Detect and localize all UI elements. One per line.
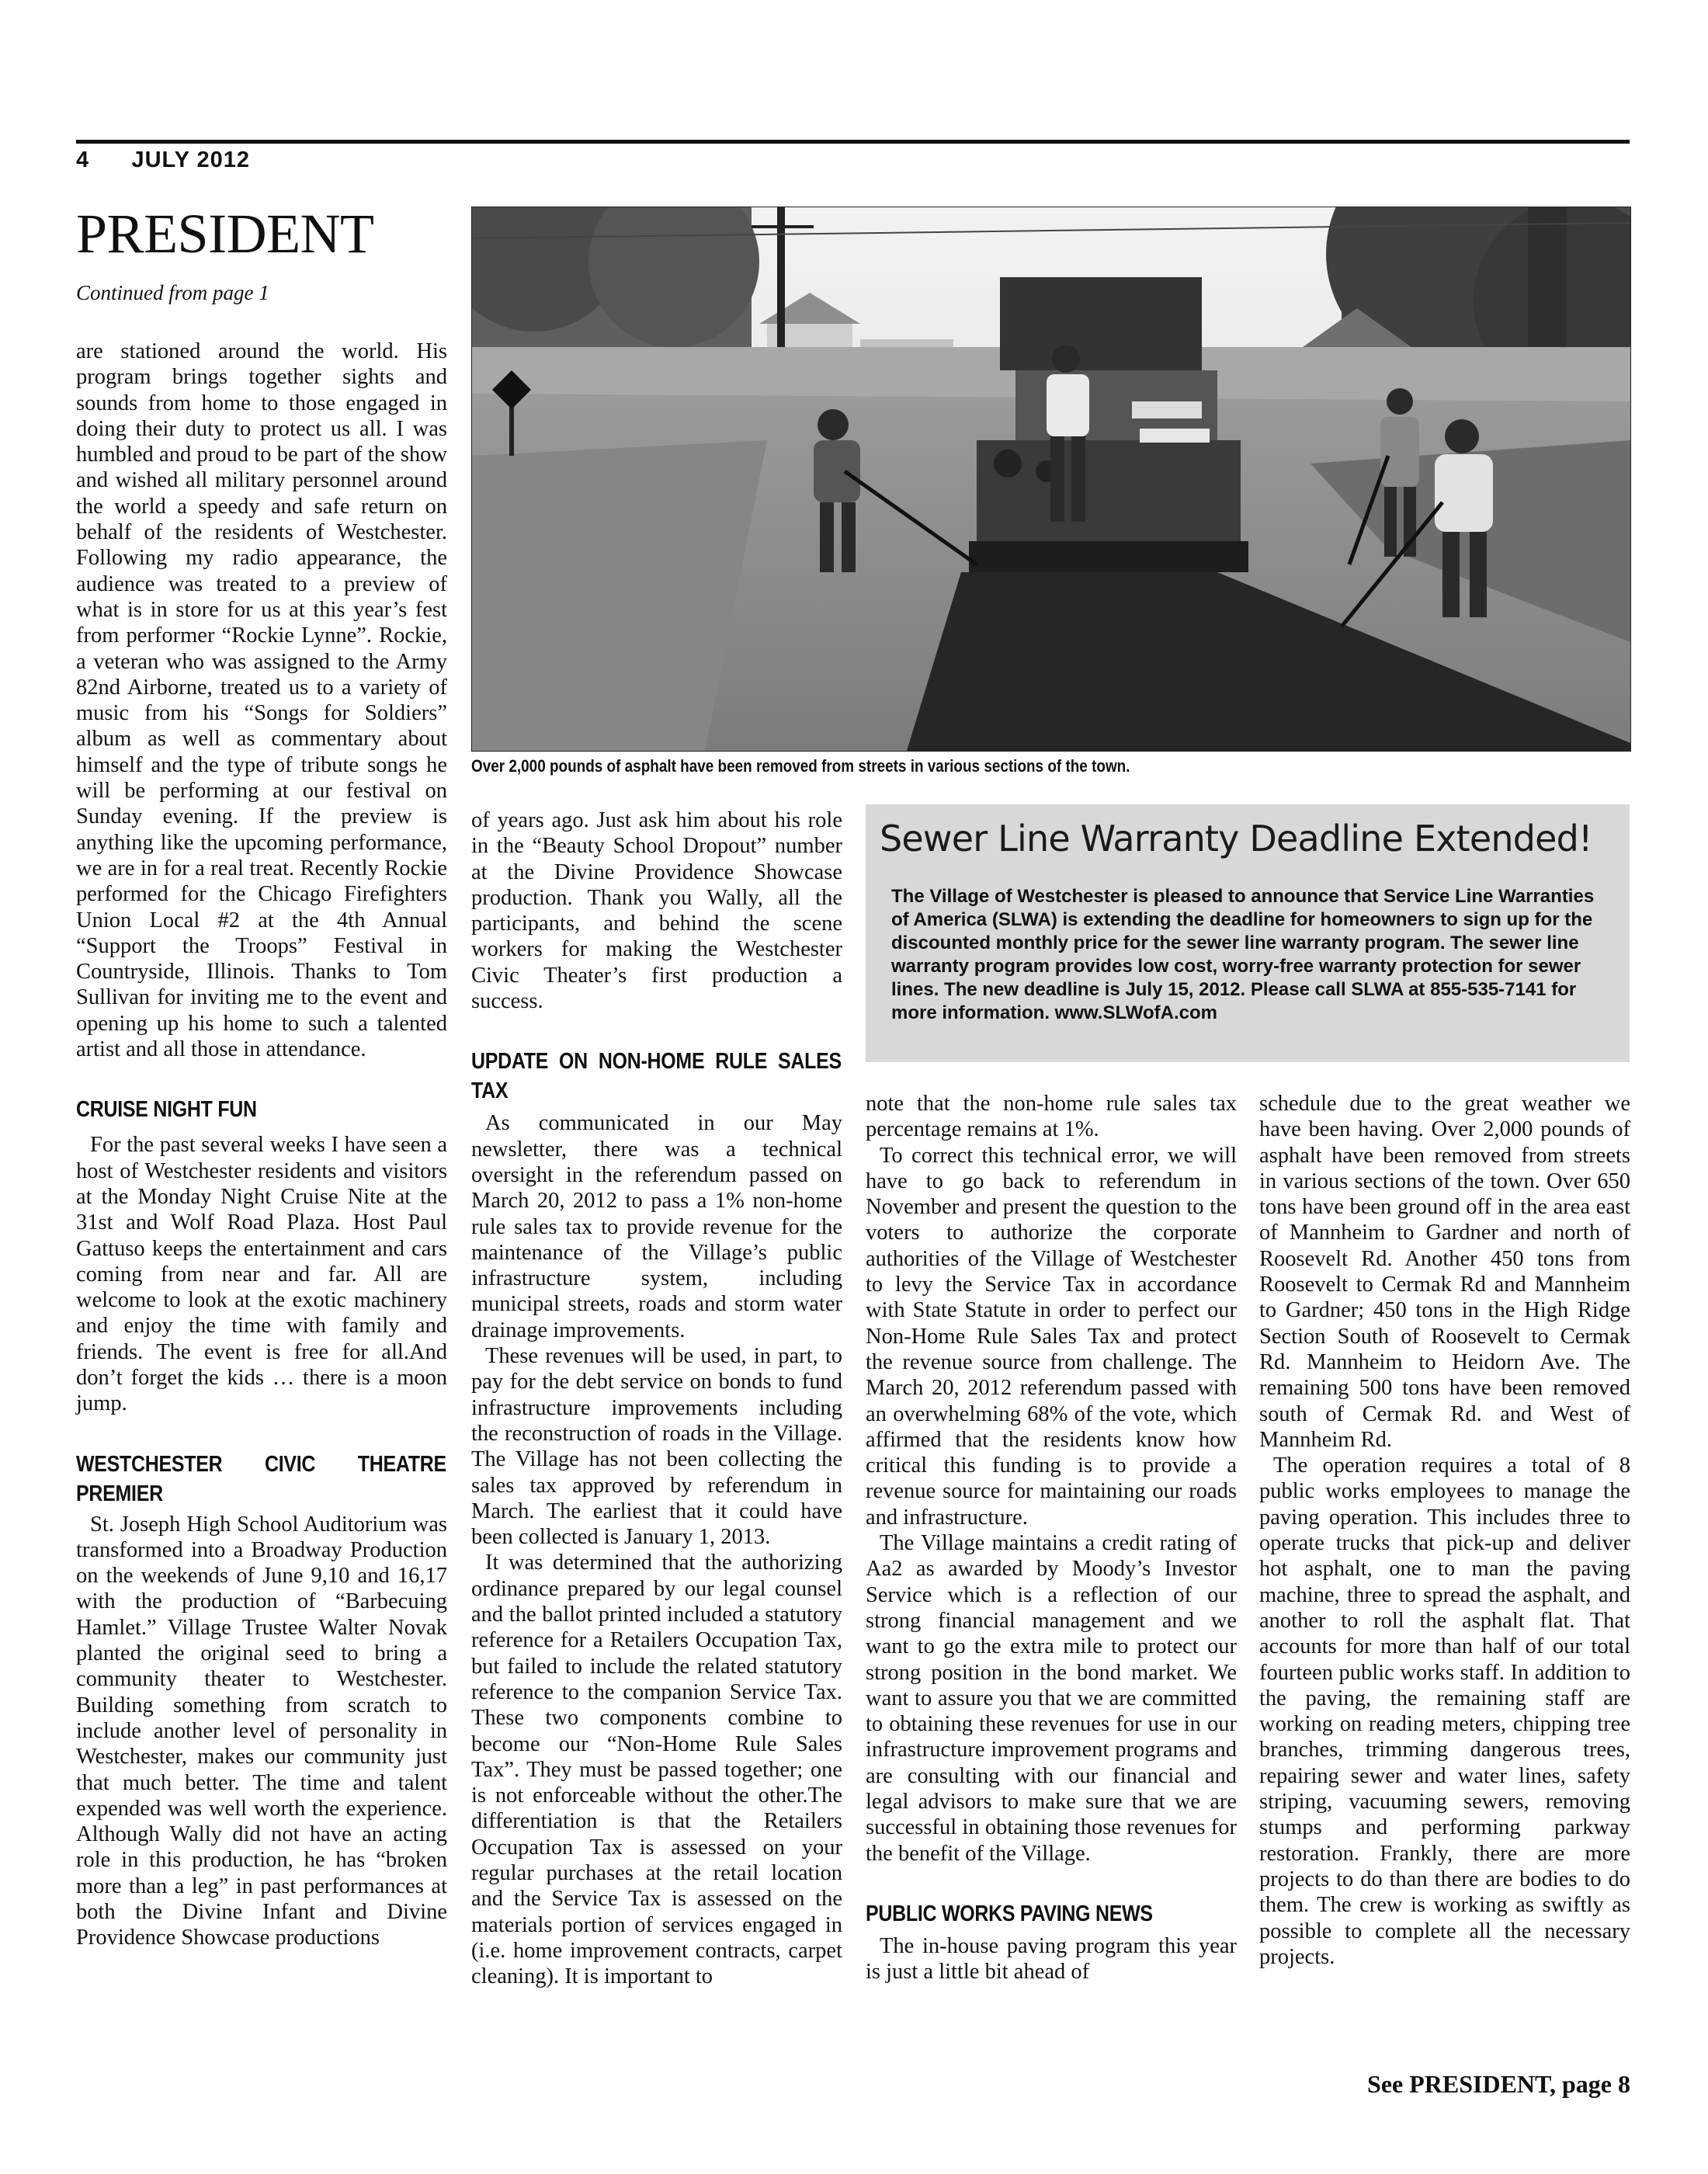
- paragraph: St. Joseph High School Auditorium was transformed into a Broadway Production on the weekends of June 9,10 and 16,17 with the production of “Barbecuing Hamlet.” Village Trustee Walter Novak planted the original seed to bring a community theater to Westchester. Building something from scratch to include another level of personality in Westchester, makes our community just that much better. The time and talent expended was well worth the experience. Although Wally did not have an acting role in this production, he has “broken more than a leg” in past performances at both the Divine Infant and Divine Providence Showcase productions: [76, 1512, 447, 1950]
- paragraph: are stationed around the world. His program brings together sights and sounds from home to those engaged in doing their duty to protect us all. I was humbled and proud to be part of the show and wished all military personnel around the world a speedy and safe return on behalf of the residents of Westchester. Following my radio appearance, the audience was treated to a preview of what is in store for us at this year’s fest from performer “Rockie Lynne”. Rockie, a veteran who was assigned to the Army 82nd Airborne, treated us to a variety of music from his “Songs for Soldiers” album as well as commentary about himself and the type of tribute songs he will be performing at our festival on Sunday evening. If the preview is anything like the upcoming performance, we are in for a real treat. Recently Rockie performed for the Chicago Firefighters Union Local #2 at the 4th Annual “Support the Troops” Festival in Countryside, Illinois. Thanks to Tom Sullivan for inviting me to the event and opening up his home to such a talented artist and all those in attendance.: [76, 339, 447, 1062]
- sewer-warranty-text: The Village of Westchester is pleased to announce that Service Line Warranties of America (SLWA) is extending the deadline for homeowners to sign up for the discounted monthly price for the sewer line warranty program. The sewer line warranty program provides low cost, worry-free warranty protection for sewer lines. The new deadline is July 15, 2012. Please call SLWA at 855-535-7141 for more information. www.SLWofA.com: [891, 886, 1595, 1023]
- heading-civic-theatre: WESTCHESTER CIVIC THEATRE PREMIER: [76, 1451, 446, 1506]
- continued-note: Continued from page 1: [76, 281, 269, 304]
- column-1: [76, 339, 447, 2148]
- heading-cruise-night: CRUISE NIGHT FUN: [76, 1097, 257, 1123]
- column-3: [866, 1091, 1237, 2147]
- photo-caption: Over 2,000 pounds of asphalt have been removed from streets in various sections of the town.: [471, 756, 1130, 776]
- section-title: PRESIDENT: [76, 203, 374, 265]
- photo-asphalt-paving-icon: [472, 207, 1630, 751]
- paragraph: These revenues will be used, in part, to pay for the debt service on bonds to fund infrastructure improvements including the reconstruction of roads in the Village. The Village has not been collecting the sales tax approved by referendum in March. The earliest that it could have been collected is January 1, 2013.: [471, 1344, 842, 1550]
- paragraph: To correct this technical error, we will have to go back to referendum in November and present the question to the voters to authorize the corporate authorities of the Village of Westchester to levy the Service Tax in accordance with State Statute in order to perfect our Non-Home Rule Sales Tax and protect the revenue source from challenge. The March 20, 2012 referendum passed with an overwhelming 68% of the vote, which affirmed that the residents know how critical this funding is to provide a revenue source for maintaining our roads and infrastructure.: [866, 1143, 1237, 1530]
- paragraph: As communicated in our May newsletter, there was a technical oversight in the referendum passed on March 20, 2012 to pass a 1% non-home rule sales tax to provide revenue for the maintenance of the Village’s public infrastructure system, including municipal streets, roads and storm water drainage improvements.: [471, 1111, 842, 1342]
- heading-sales-tax: UPDATE ON NON-HOME RULE SALES TAX: [471, 1049, 842, 1104]
- paragraph: It was determined that the authorizing ordinance prepared by our legal counsel and the ballot printed included a statutory reference for a Retailers Occupation Tax, but failed to include the related statutory reference to the companion Service Tax. These two components combine to become our “Non-Home Rule Sales Tax”. They must be passed together; one is not enforceable without the other.The differentiation is that the Retailers Occupation Tax is assessed on your regular purchases at the retail location and the Service Tax is assessed on the materials portion of services engaged in (i.e. home improvement contracts, carpet cleaning). It is important to: [471, 1551, 842, 1989]
- header-rule: [76, 140, 1630, 144]
- paragraph: The Village maintains a credit rating of Aa2 as awarded by Moody’s Investor Service which is a reflection of our strong financial management and we want to go the extra mile to protect our strong position in the bond market. We want to assure you that we are committed to obtaining these revenues for use in our infrastructure improvement programs and are consulting with our financial and legal advisors to make sure that we are successful in obtaining those revenues for the benefit of the Village.: [866, 1531, 1237, 1866]
- column-2: [471, 807, 842, 2143]
- paragraph: note that the non-home rule sales tax percentage remains at 1%.: [866, 1092, 1237, 1142]
- folio: [76, 148, 250, 173]
- page-number: 4: [76, 148, 90, 172]
- sewer-warranty-title: Sewer Line Warranty Deadline Extended!: [880, 818, 1592, 860]
- paragraph: For the past several weeks I have seen a host of Westchester residents and visitors at the Monday Night Cruise Nite at the 31st and Wolf Road Plaza. Host Paul Gattuso keeps the entertainment and cars coming from near and far. All are welcome to look at the exotic machinery and enjoy the time with family and friends. The event is free for all.And don’t forget the kids … there is a moon jump.: [76, 1133, 447, 1416]
- paragraph: The operation requires a total of 8 public works employees to manage the paving operation. This includes three to operate trucks that pick-up and deliver hot asphalt, one to man the paving machine, three to spread the asphalt, and another to roll the asphalt flat. That accounts for more than half of our total fourteen public works staff. In addition to the paving, the remaining staff are working on reading meters, chipping tree branches, trimming dangerous trees, repairing sewer and water lines, safety striping, vacuuming sewers, removing stumps and performing parkway restoration. Frankly, there are more projects to do than there are bodies to do them. The crew is working as swiftly as possible to complete all the necessary projects.: [1259, 1453, 1630, 1969]
- asphalt-paving-photo: [471, 207, 1631, 752]
- jump-line: See PRESIDENT, page 8: [1367, 2070, 1630, 2098]
- heading-paving-news: PUBLIC WORKS PAVING NEWS: [866, 1901, 1153, 1926]
- column-4: [1259, 1091, 1630, 2147]
- issue-date: JULY 2012: [131, 148, 250, 172]
- paragraph: schedule due to the great weather we have been having. Over 2,000 pounds of asphalt have been removed from streets in various sections of the town. Over 650 tons have been ground off in the area east of Mannheim to Gardner and north of Roosevelt Rd. Another 450 tons from Roosevelt to Cermak Rd and Mannheim to Gardner; 450 tons in the High Ridge Section South of Roosevelt to Cermak Rd. Mannheim to Heidorn Ave. The remaining 500 tons have been removed south of Cermak Rd. and West of Mannheim Rd.: [1259, 1092, 1630, 1452]
- paragraph: of years ago. Just ask him about his role in the “Beauty School Dropout” number at the Divine Providence Showcase production. Thank you Wally, all the participants, and behind the scene workers for making the Westchester Civic Theater’s first production a success.: [471, 808, 842, 1014]
- paragraph: The in-house paving program this year is just a little bit ahead of: [866, 1933, 1237, 1985]
